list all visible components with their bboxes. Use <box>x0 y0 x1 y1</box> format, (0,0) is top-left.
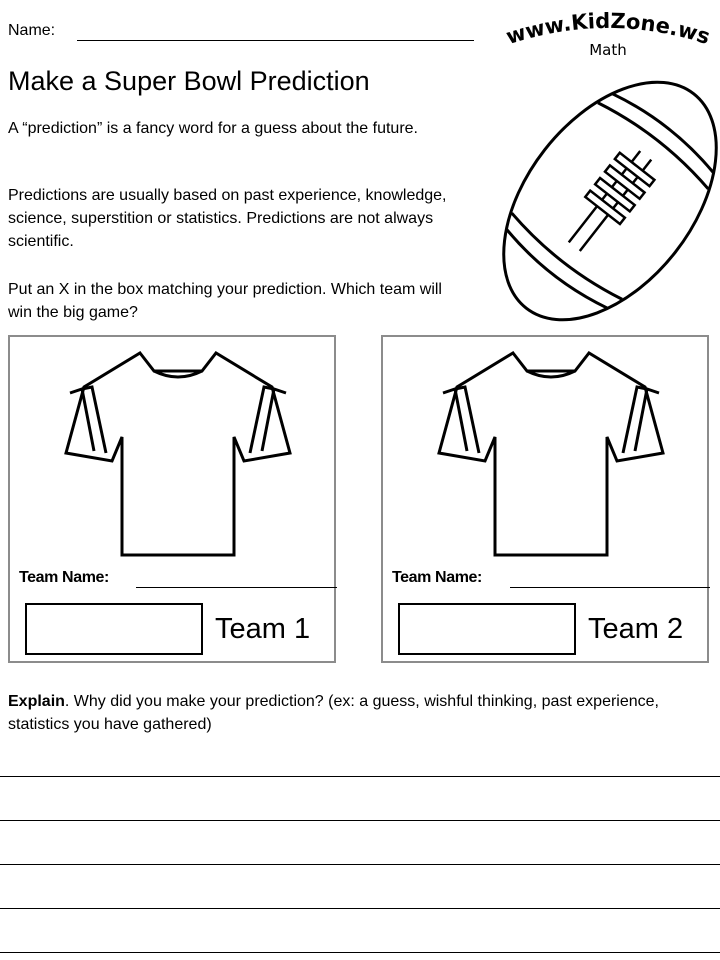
prediction-checkbox-team-1[interactable] <box>25 603 203 655</box>
kidzone-logo <box>500 6 716 66</box>
answer-line[interactable] <box>0 820 720 821</box>
instructions-text: Put an X in the box matching your prediction. Which team will win the big game? <box>8 281 442 321</box>
team-1-card <box>8 335 336 663</box>
jersey-icon <box>60 349 296 561</box>
jersey-icon <box>433 349 669 561</box>
name-field[interactable] <box>77 40 474 41</box>
football-icon <box>500 70 720 332</box>
logo-subtitle: Math <box>589 41 627 59</box>
team-2-card <box>381 335 709 663</box>
team-name-label: Team Name: <box>19 569 109 586</box>
answer-line[interactable] <box>0 864 720 865</box>
team-2-title: Team 2 <box>588 613 684 645</box>
prediction-basis-paragraph <box>8 184 458 253</box>
team-name-field[interactable] <box>510 587 710 588</box>
team-1-title: Team 1 <box>215 613 311 645</box>
answer-line[interactable] <box>0 908 720 909</box>
intro-paragraph <box>8 117 458 140</box>
explain-lead: Explain <box>8 693 65 710</box>
explain-prompt <box>8 690 713 736</box>
answer-line[interactable] <box>0 952 720 953</box>
instructions-paragraph <box>8 278 458 324</box>
team-name-label: Team Name: <box>392 569 482 586</box>
intro-text: A “prediction” is a fancy word for a guess about the future. <box>8 120 418 137</box>
explain-text: . Why did you make your prediction? (ex: a guess, wishful thinking, past experience, statistics you have gathered) <box>8 693 659 733</box>
logo-text: www.KidZone.ws <box>503 8 713 50</box>
prediction-checkbox-team-2[interactable] <box>398 603 576 655</box>
prediction-basis-text: Predictions are usually based on past experience, knowledge, science, superstition or statistics. Predictions are not always scientific. <box>8 187 447 250</box>
team-name-field[interactable] <box>136 587 337 588</box>
answer-line[interactable] <box>0 776 720 777</box>
name-label: Name: <box>8 22 56 39</box>
page-title: Make a Super Bowl Prediction <box>8 66 370 96</box>
